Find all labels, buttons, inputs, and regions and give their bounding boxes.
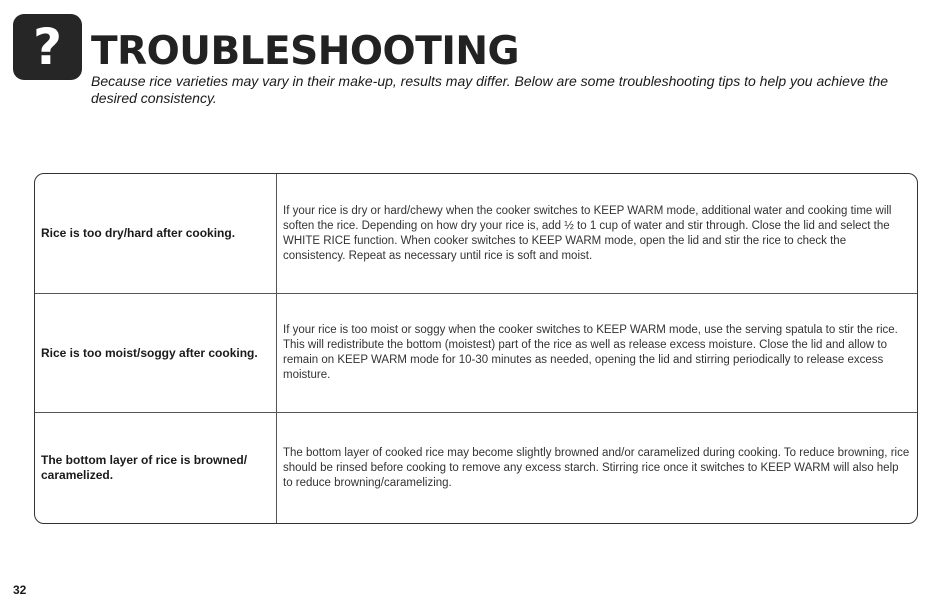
- question-mark-glyph: ?: [32, 18, 62, 76]
- solution-cell: If your rice is too moist or soggy when the cooker switches to KEEP WARM mode, use the serving spatula to stir the rice. This will redistribute the bottom (moistest) part of the rice as well as release excess moisture. Close the lid and allow to remain on KEEP WARM mode for 10-30 minutes as needed, opening the lid and stirring periodically to release excess moisture.: [283, 324, 898, 381]
- table-row: [35, 293, 917, 412]
- problem-cell: The bottom layer of rice is browned/ caramelized.: [35, 413, 277, 523]
- table-row: [35, 412, 917, 523]
- table-row: [35, 174, 917, 293]
- page-subtitle: Because rice varieties may vary in their make-up, results may differ. Below are some troubleshooting tips to help you achieve the desired consistency.: [91, 73, 889, 106]
- solution-cell: If your rice is dry or hard/chewy when the cooker switches to KEEP WARM mode, additional water and cooking time will soften the rice. Depending on how dry your rice is, add ½ to 1 cup of water and stir through. Close the lid and select the WHITE RICE function. When cooker switches to KEEP WARM mode, open the lid and stir the rice to check the consistency. Repeat as necessary until rice is soft and moist.: [283, 204, 892, 262]
- solution-cell: The bottom layer of cooked rice may become slightly browned and/or caramelized during cooking. To reduce browning, rice should be rinsed before cooking to remove any excess starch. Stirring rice once it switches to KEEP WARM will also help to reduce browning/caramelizing.: [283, 446, 910, 489]
- problem-cell: Rice is too moist/soggy after cooking.: [35, 294, 277, 412]
- problem-cell: Rice is too dry/hard after cooking.: [35, 174, 277, 293]
- page-title: TROUBLESHOOTING: [91, 29, 519, 74]
- page-number: 32: [13, 583, 27, 597]
- troubleshooting-table: [34, 173, 918, 524]
- question-mark-icon: [13, 14, 82, 80]
